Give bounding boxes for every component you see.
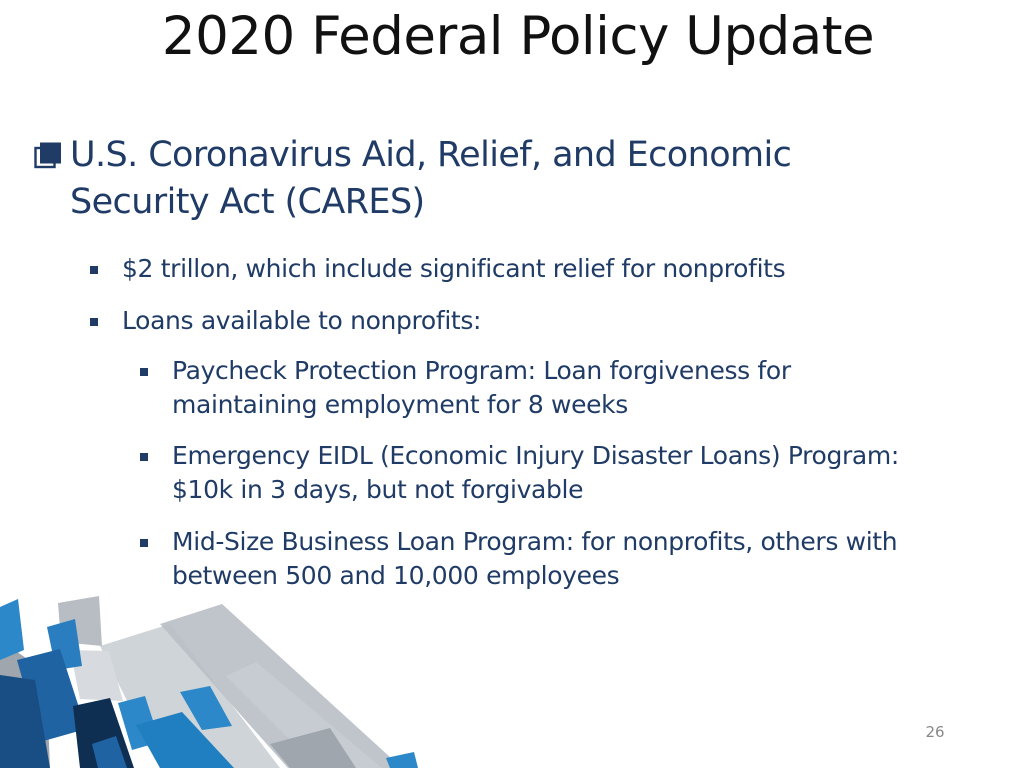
nested-bullet: [138, 354, 988, 422]
sub-bullet-line-1: Loans available to nonprofits:: [122, 306, 482, 335]
checkbox-bullet-icon: [34, 132, 70, 179]
nested-bullet-line-2: maintaining employment for 8 weeks: [172, 390, 628, 419]
nested-bullet-line-2: $10k in 3 days, but not forgivable: [172, 475, 584, 504]
main-bullet-line-2: Security Act (CARES): [70, 182, 425, 222]
square-bullet-icon: [88, 252, 122, 286]
nested-bullet-line-1: Emergency EIDL (Economic Injury Disaster Loans) Program:: [172, 441, 899, 470]
nested-bullet-line-1: Paycheck Protection Program: Loan forgiveness for: [172, 356, 791, 385]
square-bullet-icon: [88, 304, 122, 338]
main-bullet: [34, 132, 934, 226]
nested-bullet-line-2: between 500 and 10,000 employees: [172, 561, 620, 590]
square-bullet-icon: [138, 354, 172, 388]
sub-bullet-line-1: $2 trillon, which include significant relief for nonprofits: [122, 254, 786, 283]
page-number: 26: [925, 723, 945, 741]
square-bullet-icon: [138, 439, 172, 473]
sub-bullet: [88, 252, 948, 286]
nested-bullet: [138, 525, 988, 593]
blue-shard-1: [0, 599, 24, 660]
sub-bullet: [88, 304, 948, 338]
slide-title: 2020 Federal Policy Update: [161, 6, 875, 67]
nested-bullet: [138, 439, 988, 507]
square-bullet-icon: [138, 525, 172, 559]
main-bullet-line-1: U.S. Coronavirus Aid, Relief, and Economic: [70, 135, 792, 175]
blue-shard-11: [386, 752, 418, 768]
nested-bullet-line-1: Mid-Size Business Loan Program: for nonprofits, others with: [172, 527, 898, 556]
